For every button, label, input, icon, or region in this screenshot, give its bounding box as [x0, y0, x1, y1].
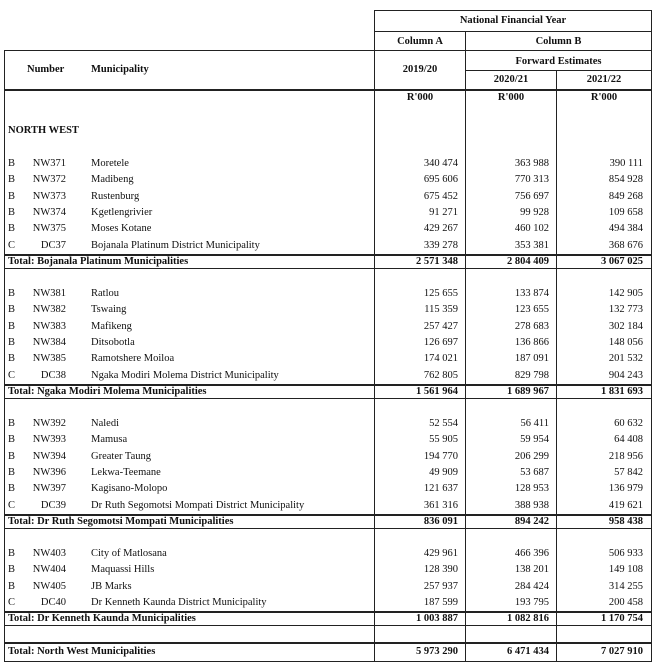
category-cell: B [8, 564, 16, 576]
value-cell-v1: 174 021 [423, 353, 458, 365]
municipality-number: NW392 [32, 418, 66, 429]
value-cell-v3: 302 184 [608, 320, 643, 332]
municipality-name: City of Matlosana [91, 548, 167, 559]
value-cell-v2: 284 424 [514, 580, 549, 592]
value-cell-v2: 829 798 [514, 369, 549, 381]
value-cell-v1: 115 359 [424, 304, 458, 316]
unit-label-a: R'000 [406, 92, 434, 103]
category-cell: B [8, 320, 16, 332]
header-year-2020-21: 2020/21 [493, 74, 529, 85]
municipality-number: NW382 [32, 304, 66, 316]
category-cell: C [8, 369, 16, 381]
value-cell-v2: 53 687 [520, 466, 549, 478]
value-cell-v3: 136 979 [608, 483, 643, 495]
municipality-name: Ratlou [91, 288, 119, 299]
subtotal-value-v2: 1 689 967 [507, 385, 549, 397]
municipality-name: Naledi [91, 418, 119, 429]
municipality-name: Mamusa [91, 434, 128, 446]
value-cell-v2: 193 795 [514, 596, 549, 608]
rule [466, 70, 652, 71]
grand-total-value-v2: 6 471 434 [507, 646, 549, 657]
value-cell-v3: 218 956 [608, 450, 643, 462]
rule [4, 661, 652, 662]
municipality-number: NW381 [32, 288, 66, 299]
category-cell: C [8, 499, 16, 511]
category-cell: B [8, 223, 16, 235]
rule [4, 50, 5, 662]
municipality-name: Dr Kenneth Kaunda District Municipality [91, 596, 267, 608]
municipality-number: NW375 [32, 223, 66, 235]
category-cell: B [8, 434, 16, 446]
category-cell: B [8, 450, 16, 462]
value-cell-v2: 353 381 [514, 239, 549, 251]
value-cell-v2: 56 411 [520, 418, 549, 429]
value-cell-v1: 340 474 [423, 158, 458, 169]
header-number: Number [27, 64, 65, 75]
value-cell-v3: 200 458 [608, 596, 643, 608]
value-cell-v1: 429 961 [423, 548, 458, 559]
value-cell-v2: 206 299 [514, 450, 549, 462]
value-cell-v3: 60 632 [614, 418, 643, 429]
subtotal-value-v3: 3 067 025 [601, 255, 643, 267]
value-cell-v1: 125 655 [423, 288, 458, 299]
municipality-number: NW385 [32, 353, 66, 365]
value-cell-v1: 187 599 [423, 596, 458, 608]
category-cell: B [8, 418, 16, 429]
category-cell: B [8, 336, 16, 348]
value-cell-v1: 52 554 [429, 418, 458, 429]
municipality-name: Moretele [91, 158, 129, 169]
value-cell-v1: 194 770 [423, 450, 458, 462]
value-cell-v1: 49 909 [429, 466, 458, 478]
value-cell-v1: 361 316 [423, 499, 458, 511]
value-cell-v1: 257 937 [423, 580, 458, 592]
subtotal-value-v1: 1 561 964 [416, 385, 458, 397]
municipality-name: Madibeng [91, 174, 134, 186]
value-cell-v3: 368 676 [608, 239, 643, 251]
municipality-name: Mafikeng [91, 320, 132, 332]
subtotal-value-v1: 2 571 348 [416, 255, 458, 267]
value-cell-v2: 99 928 [520, 206, 549, 218]
grand-total-value-v3: 7 027 910 [601, 646, 643, 657]
value-cell-v3: 390 111 [609, 158, 643, 169]
value-cell-v3: 64 408 [614, 434, 643, 446]
municipality-name: Ramotshere Moiloa [91, 353, 175, 365]
rule [4, 642, 652, 644]
rule [4, 528, 652, 529]
value-cell-v2: 138 201 [514, 564, 549, 576]
municipality-name: Maquassi Hills [91, 564, 155, 576]
value-cell-v2: 187 091 [514, 353, 549, 365]
value-cell-v3: 57 842 [614, 466, 643, 478]
value-cell-v3: 849 268 [608, 190, 643, 202]
value-cell-v1: 429 267 [423, 223, 458, 235]
category-cell: B [8, 580, 16, 592]
municipality-name: Bojanala Platinum District Municipality [91, 239, 260, 251]
subtotal-value-v1: 836 091 [423, 515, 458, 527]
municipality-number: NW396 [32, 466, 66, 478]
value-cell-v2: 133 874 [514, 288, 549, 299]
value-cell-v1: 339 278 [423, 239, 458, 251]
value-cell-v3: 149 108 [608, 564, 643, 576]
category-cell: B [8, 174, 16, 186]
municipality-number: NW374 [32, 206, 66, 218]
rule [374, 31, 652, 32]
value-cell-v2: 128 953 [514, 483, 549, 495]
category-cell: B [8, 190, 16, 202]
municipality-name: Ditsobotla [91, 336, 135, 348]
value-cell-v3: 854 928 [608, 174, 643, 186]
value-cell-v2: 136 866 [514, 336, 549, 348]
municipality-number: DC39 [40, 499, 66, 511]
category-cell: B [8, 158, 16, 169]
category-cell: B [8, 288, 16, 299]
municipality-name: Dr Ruth Segomotsi Mompati District Municipality [91, 499, 305, 511]
category-cell: C [8, 596, 16, 608]
subtotal-label: Total: Dr Ruth Segomotsi Mompati Municipalities [8, 515, 234, 527]
value-cell-v1: 675 452 [423, 190, 458, 202]
value-cell-v3: 494 384 [608, 223, 643, 235]
value-cell-v3: 419 621 [608, 499, 643, 511]
municipality-name: Kagisano-Molopo [91, 483, 168, 495]
unit-label-b1: R'000 [497, 92, 525, 103]
value-cell-v2: 460 102 [514, 223, 549, 235]
municipality-number: NW383 [32, 320, 66, 332]
header-year-2019-20: 2019/20 [402, 64, 438, 75]
value-cell-v2: 388 938 [514, 499, 549, 511]
value-cell-v1: 762 805 [423, 369, 458, 381]
subtotal-value-v3: 1 831 693 [601, 385, 643, 397]
subtotal-label: Total: Dr Kenneth Kaunda Municipalities [8, 613, 196, 625]
value-cell-v1: 55 905 [429, 434, 458, 446]
municipality-name: Lekwa-Teemane [91, 466, 161, 478]
rule [4, 268, 652, 269]
category-cell: B [8, 353, 16, 365]
category-cell: B [8, 304, 16, 316]
rule [4, 50, 652, 51]
value-cell-v1: 126 697 [423, 336, 458, 348]
municipality-number: NW403 [32, 548, 66, 559]
municipality-number: NW371 [32, 158, 66, 169]
value-cell-v2: 59 954 [520, 434, 549, 446]
municipality-name: Ngaka Modiri Molema District Municipality [91, 369, 279, 381]
municipality-name: Kgetlengrivier [91, 206, 153, 218]
municipality-number: NW393 [32, 434, 66, 446]
header-year-2021-22: 2021/22 [586, 74, 622, 85]
value-cell-v3: 506 933 [608, 548, 643, 559]
municipality-number: NW384 [32, 336, 66, 348]
municipality-name: Rustenburg [91, 190, 140, 202]
header-forward-estimates: Forward Estimates [515, 56, 602, 67]
municipality-number: DC38 [40, 369, 66, 381]
subtotal-value-v1: 1 003 887 [416, 613, 458, 625]
rule [4, 625, 652, 626]
grand-total-label: Total: North West Municipalities [8, 646, 156, 657]
rule [4, 398, 652, 399]
rule [4, 89, 652, 91]
subtotal-label: Total: Ngaka Modiri Molema Municipalities [8, 385, 207, 397]
municipality-number: NW372 [32, 174, 66, 186]
value-cell-v2: 278 683 [514, 320, 549, 332]
municipality-number: NW405 [32, 580, 66, 592]
subtotal-value-v2: 894 242 [514, 515, 549, 527]
category-cell: C [8, 239, 16, 251]
subtotal-value-v3: 1 170 754 [601, 613, 643, 625]
value-cell-v3: 201 532 [608, 353, 643, 365]
value-cell-v2: 123 655 [514, 304, 549, 316]
rule [651, 10, 652, 662]
value-cell-v1: 91 271 [429, 206, 458, 218]
municipality-name: Greater Taung [91, 450, 152, 462]
value-cell-v1: 121 637 [423, 483, 458, 495]
category-cell: B [8, 466, 16, 478]
header-column-a: Column A [397, 36, 443, 47]
value-cell-v3: 314 255 [608, 580, 643, 592]
municipality-number: DC37 [40, 239, 66, 251]
municipality-number: NW404 [32, 564, 66, 576]
value-cell-v3: 904 243 [608, 369, 643, 381]
subtotal-value-v2: 1 082 816 [507, 613, 549, 625]
municipality-number: NW397 [32, 483, 66, 495]
subtotal-value-v3: 958 438 [608, 515, 643, 527]
category-cell: B [8, 206, 16, 218]
grand-total-value-v1: 5 973 290 [416, 646, 458, 657]
value-cell-v1: 128 390 [423, 564, 458, 576]
municipality-name: Tswaing [91, 304, 127, 316]
municipality-number: DC40 [40, 596, 66, 608]
province-heading: NORTH WEST [8, 125, 79, 136]
municipality-name: Moses Kotane [91, 223, 152, 235]
municipality-number: NW373 [32, 190, 66, 202]
municipality-name: JB Marks [91, 580, 132, 592]
value-cell-v2: 770 313 [514, 174, 549, 186]
category-cell: B [8, 548, 16, 559]
value-cell-v2: 363 988 [514, 158, 549, 169]
subtotal-value-v2: 2 804 409 [507, 255, 549, 267]
value-cell-v3: 148 056 [608, 336, 643, 348]
value-cell-v2: 756 697 [514, 190, 549, 202]
category-cell: B [8, 483, 16, 495]
value-cell-v3: 132 773 [608, 304, 643, 316]
value-cell-v1: 257 427 [423, 320, 458, 332]
value-cell-v3: 142 905 [608, 288, 643, 299]
header-municipality: Municipality [91, 64, 149, 75]
subtotal-label: Total: Bojanala Platinum Municipalities [8, 255, 189, 267]
value-cell-v3: 109 658 [608, 206, 643, 218]
header-column-b: Column B [535, 36, 582, 47]
value-cell-v1: 695 606 [423, 174, 458, 186]
header-national-financial-year: National Financial Year [459, 15, 567, 26]
unit-label-b2: R'000 [590, 92, 618, 103]
rule [374, 10, 652, 11]
value-cell-v2: 466 396 [514, 548, 549, 559]
municipality-number: NW394 [32, 450, 66, 462]
